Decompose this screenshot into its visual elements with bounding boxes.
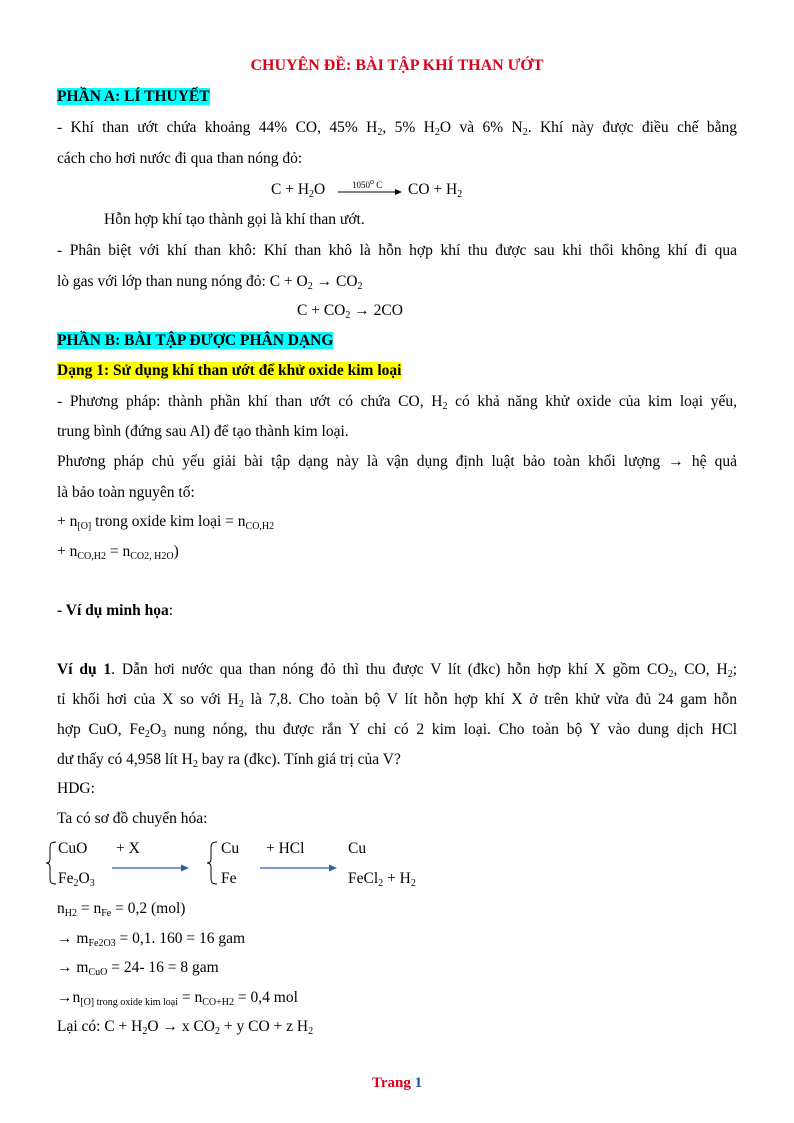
page-footer	[0, 1075, 794, 1092]
footer-word: Trang	[371, 1075, 415, 1091]
example1-line2: tỉ khối hơi của X so với $H_2$ là 7,8. Cho toàn bộ V lít hỗn hợp khí X ở trên khử vừa đủ 24 gam hỗn	[57, 691, 738, 710]
type1-heading-row	[57, 361, 737, 381]
reaction-2: $C + CO_2 \to 2CO$	[297, 302, 403, 321]
part-b-heading: PHẦN B: BÀI TẬP ĐƯỢC PHÂN DẠNG	[57, 332, 334, 349]
method2-line1: Phương pháp chủ yếu giải bài tập dạng này là vận dụng định luật bảo toàn khối lượng → hệ quả	[57, 453, 737, 470]
page-number: 1	[414, 1075, 423, 1091]
solution-step-1: $n_{H2} = n_{Fe} = 0,2$ (mol)	[57, 900, 186, 919]
method-line1: - Phương pháp: thành phần khí than ướt có chứa CO, $H_2$ có khả năng khử oxide của kim loại yếu,	[57, 393, 737, 412]
scheme-fe2o3: $Fe_2O_3$	[58, 870, 95, 889]
scheme-fe: Fe	[221, 870, 237, 887]
example1-line1: Ví dụ 1. Dẫn hơi nước qua than nóng đỏ thì thu được V lít (đkc) hỗn hợp khí X gồm $CO_2$, CO, $H_2$;	[57, 661, 737, 680]
method2-line2: là bảo toàn nguyên tố:	[57, 484, 195, 501]
example1-line4: dư thấy có 4,958 lít $H_2$ bay ra (đkc). Tính giá trị của V?	[57, 751, 401, 770]
example-label-row: - Ví dụ minh họa:	[57, 602, 174, 619]
scheme-brace-middle	[205, 840, 221, 886]
scheme-arrow-1	[112, 862, 190, 874]
dry-gas-line2: lò gas với lớp than nung nóng đỏ: $C + O_2 \to CO_2$	[57, 273, 363, 292]
example1-line3: hợp CuO, $Fe_2O_3$ nung nóng, thu được rắn Y chỉ có 2 kim loại. Cho toàn bộ Y vào dung dịch HCl	[57, 721, 738, 740]
example-label: - Ví dụ minh họa	[57, 602, 169, 619]
scheme-arrow-2	[260, 862, 338, 874]
scheme-cu-2: Cu	[348, 840, 367, 857]
part-a-para1-line2: cách cho hơi nước đi qua than nóng đỏ:	[57, 150, 303, 167]
part-a-para1-line1: - Khí than ướt chứa khoảng 44% CO, 45% $H_2$, 5% $H_2O$ và 6% $N_2$. Khí này được điều chế bằng	[57, 119, 738, 138]
reaction-1-arrow	[338, 186, 402, 198]
scheme-plus-hcl: + HCl	[266, 840, 305, 857]
dry-gas-line1: - Phân biệt với khí than khô: Khí than khô là hỗn hợp khí thu được sau khi thổi không khí đi qua	[57, 242, 737, 259]
solution-step-3: → $m_{CuO} = 24-$ 16 = 8 gam	[57, 959, 219, 978]
type1-heading: Dạng 1: Sử dụng khí than ướt để khử oxide kim loại	[57, 362, 402, 379]
scheme-intro: Ta có sơ đồ chuyển hóa:	[57, 810, 208, 827]
reaction-1-right: CO + $H_2$	[408, 181, 463, 200]
solution-step-4: $\to n_{[O] trong oxide kim loại} = n_{CO+H2} = 0,4$ mol	[57, 989, 298, 1008]
part-b-heading-row	[57, 331, 737, 351]
scheme-fecl2-h2: FeCl$_2$ + $H_2$	[348, 870, 416, 889]
solution-step-5: Lại có: $C + H_2O \to x$ $CO_2 + y$ CO + z $H_2$	[57, 1018, 314, 1037]
part-a-heading-row	[57, 87, 737, 107]
reaction-1-left: $C + H_2O$	[271, 181, 326, 200]
scheme-cuo: CuO	[58, 840, 88, 857]
solution-step-2: → $m_{Fe2O3} = 0,1$. 160 = 16 gam	[57, 930, 246, 949]
hdg-label: HDG:	[57, 780, 95, 797]
example1-label: Ví dụ 1	[57, 661, 112, 678]
scheme-cu-1: Cu	[221, 840, 240, 857]
part-a-heading: PHẦN A: LÍ THUYẾT	[57, 88, 210, 105]
formula-2: + $n_{CO,H2} = n_{CO2, H2O}$)	[57, 543, 179, 562]
method-line2: trung bình (đứng sau Al) để tạo thành kim loại.	[57, 423, 349, 440]
formula-1: + $n_{[O]}$ trong oxide kim loại = $n_{CO,H2}$	[57, 513, 275, 532]
mixture-note: Hỗn hợp khí tạo thành gọi là khí than ướt.	[104, 211, 365, 228]
reaction-1-condition: 1050$^o$ C	[352, 177, 383, 190]
page-title: CHUYÊN ĐỀ: BÀI TẬP KHÍ THAN ƯỚT	[250, 57, 544, 74]
scheme-plus-x: + X	[116, 840, 140, 857]
